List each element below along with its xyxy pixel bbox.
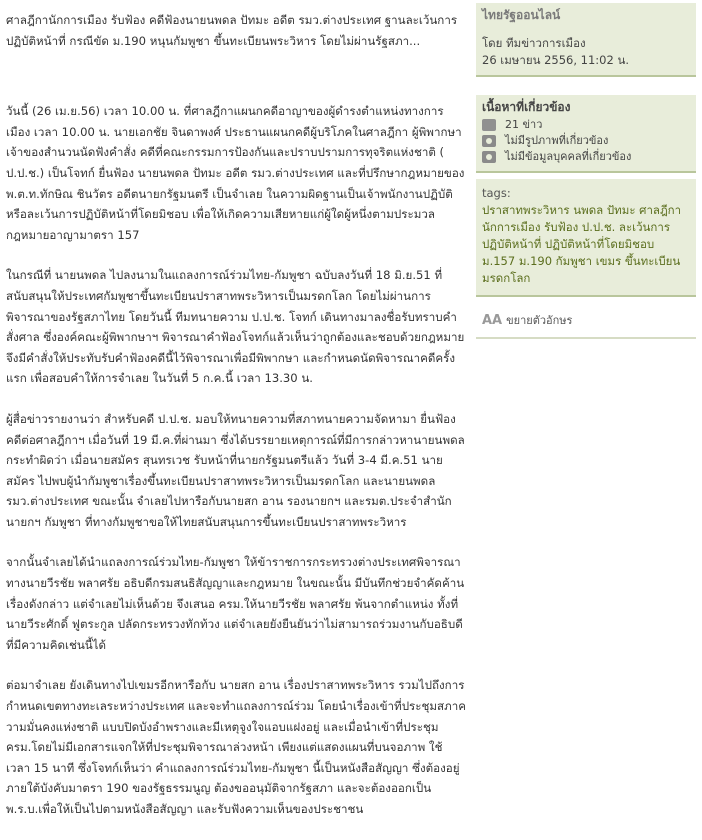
article-paragraph-4: จากนั้นจำเลยได้นำแถลงการณ์ร่วมไทย-กัมพูชา ให้ข้าราชการกระทรวงต่างประเทศพิจารณา ทางนายวีรชัย พลาศรัย อธิบดีกรมสนธิสัญญาและกฎหมาย ในขณะนั้น มีบันทึกช่วยจำคัดค้านเรื่องดังกล่าว แต่จำเลยไม่เห็นด้วย จึงเสนอ ครม.ให้นายวีรชัย พลาศรัย พ้นจากตำแหน่ง ทั้งที่ นายวีระศักดิ์ ฟูตระกูล ปลัดกระทรวงทักท้วง แต่จำเลยยังยืนยันว่าไม่สามารถร่วมงานกับอธิบดีที่มีความคิดเช่นนี้ได้ xyxy=(6,555,465,652)
article-paragraph-2: ในกรณีที่ นายนพดล ไปลงนามในแถลงการณ์ร่วมไทย-กัมพูชา ฉบับลงวันที่ 18 มิ.ย.51 ที่สนับสนุนให้ประเทศกัมพูชาขึ้นทะเบียนปราสาทพระวิหารเป็นมรดกโลก โดยไม่ผ่านการพิจารณาของรัฐสภาไทย โดยวันนี้ ทีมทนายความ ป.ป.ช. โจทก์ เดินทางมาลงชื่อรับทราบคำสั่งศาล ซึ่งองค์คณะผู้พิพากษาฯ พิจารณาคำฟ้องโจทก์แล้วเห็นว่าถูกต้องและชอบด้วยกฎหมาย จึงมีคำสั่งให้ประทับรับคำฟ้องคดีนี้ไว้พิจารณาเพื่อมีพิพากษา และกำหนดนัดพิจารณาคดีครั้งแรก เพื่อสอบคำให้การจำเลย ในวันที่ 5 ก.ค.นี้ เวลา 13.30 น. xyxy=(6,268,465,386)
datetime: 26 เมษายน 2556, 11:02 น. xyxy=(482,53,629,67)
news-icon xyxy=(482,119,496,131)
source-name[interactable]: ไทยรัฐออนไลน์ xyxy=(482,8,561,22)
photo-icon xyxy=(482,135,496,147)
source-box xyxy=(476,3,696,77)
sidebar xyxy=(476,3,696,339)
tags-box xyxy=(476,179,696,297)
spacer xyxy=(6,51,466,101)
article-paragraph-1: วันนี้ (26 เม.ย.56) เวลา 10.00 น. ที่ศาลฎีกาแผนกคดีอาญาของผู้ดำรงตำแหน่งทางการเมือง เวลา 10.00 น. นายเอกชัย จินดาพงศ์ ประธานแผนกคดีผู้บริโภคในศาลฎีกา ผู้พิพากษาเจ้าของสำนวนนัดฟังคำสั่ง คดีที่คณะกรรมการป้องกันและปราบปรามการทุจริตแห่งชาติ ( ป.ป.ช.) เป็นโจทก์ ยื่นฟ้อง นายนพดล ปัทมะ อดีต รมว.ต่างประเทศ และที่ปรึกษากฎหมายของ พ.ต.ท.ทักษิณ ชินวัตร อดีตนายกรัฐมนตรี เป็นจำเลย ในความผิดฐานเป็นเจ้าพนักงานปฏิบัติหรือละเว้นการปฏิบัติหน้าที่โดยมิชอบ เพื่อให้เกิดความเสียหายแก่ผู้ใดผู้หนึ่งตามประมวลกฎหมายอาญามาตรา 157 xyxy=(6,104,465,242)
article-lead: ศาลฎีกานักการเมือง รับฟ้อง คดีฟ้องนายนพดล ปัทมะ อดีต รมว.ต่างประเทศ ฐานละเว้นการปฏิบัติหน้าที่ กรณีขัด ม.190 หนุนกัมพูชา ขึ้นทะเบียนพระวิหาร โดยไม่ผ่านรัฐสภา... xyxy=(6,13,458,48)
byline: โดย ทีมข่าวการเมือง xyxy=(482,36,586,50)
person-icon xyxy=(482,151,496,163)
related-box xyxy=(476,95,696,173)
related-photos xyxy=(482,133,690,149)
article-body xyxy=(6,10,466,840)
article-paragraph-3: ผู้สื่อข่าวรายงานว่า สำหรับคดี ป.ป.ช. มอบให้ทนายความที่สภาทนายความจัดหามา ยื่นฟ้องคดีต่อศาลฎีกาฯ เมื่อวันที่ 19 มี.ค.ที่ผ่านมา ซึ่งได้บรรยายเหตุการณ์ที่มีการกล่าวหานายนพดล กระทำผิดว่า เมื่อนายสมัคร สุนทรเวช รับหน้าที่นายกรัฐมนตรีแล้ว วันที่ 3-4 มี.ค.51 นายสมัคร ไปพบผู้นำกัมพูชาเรื่องขึ้นทะเบียนปราสาทพระวิหารเป็นมรดกโลก และนายนพดล รมว.ต่างประเทศ ขณะนั้น จำเลยไปหารือกับนายสก อาน รองนายกฯ และรมต.ประจำสำนักนายกฯ กัมพูชา ที่ทางกัมพูชาขอให้ไทยสนับสนุนการขึ้นทะเบียนปราสาทพระวิหาร xyxy=(6,411,465,529)
font-size-icon: AA xyxy=(482,312,503,328)
tags-label: tags: xyxy=(482,186,511,200)
related-persons xyxy=(482,149,690,165)
tags-list[interactable]: ปราสาทพระวิหาร นพดล ปัทมะ ศาลฎีกานักการเมือง รับฟ้อง ป.ป.ช. ละเว้นการปฏิบัติหน้าที่ ปฏิบัติหน้าที่โดยมิชอบ ม.157 ม.190 กัมพูชา เขมร ขึ้นทะเบียน มรดกโลก xyxy=(482,203,682,285)
article-paragraph-5: ต่อมาจำเลย ยังเดินทางไปเขมรอีกหารือกับ นายสก อาน เรื่องปราสาทพระวิหาร รวมไปถึงการกำหนดเขตทางทะเลระหว่างประเทศ และจะทำแถลงการณ์ร่วม โดยนำเรื่องเข้าที่ประชุมสภาความมั่นคงแห่งชาติ แบบปิดบังอำพรางและมีเหตุจูงใจแอบแฝงอยู่ และเมื่อนำเข้าที่ประชุม ครม.โดยไม่มีเอกสารแจกให้ที่ประชุมพิจารณาล่วงหน้า เพียงแต่แสดงแผนที่บนจอภาพ ใช้เวลา 15 นาที ซึ่งโจทก์เห็นว่า คำแถลงการณ์ร่วมไทย-กัมพูชา นี้เป็นหนังสือสัญญา ซึ่งต้องอยู่ภายใต้บังคับมาตรา 190 ของรัฐธรรมนูญ ต้องขออนุมัติจากรัฐสภา และจะต้องออกเป็น พ.ร.บ.เพื่อให้เป็นไปตามหนังสือสัญญา และรับฟังความเห็นของประชาชน xyxy=(6,678,466,816)
related-news[interactable] xyxy=(482,117,690,133)
related-photos-label: ไม่มีรูปภาพที่เกี่ยวข้อง xyxy=(505,134,609,147)
related-title: เนื้อหาที่เกี่ยวข้อง xyxy=(482,100,571,114)
related-news-label: 21 ข่าว xyxy=(505,118,543,131)
font-size-control[interactable] xyxy=(476,307,696,339)
related-persons-label: ไม่มีข้อมูลบุคคลที่เกี่ยวข้อง xyxy=(505,150,632,163)
font-size-label: ขยายตัวอักษร xyxy=(506,314,573,327)
